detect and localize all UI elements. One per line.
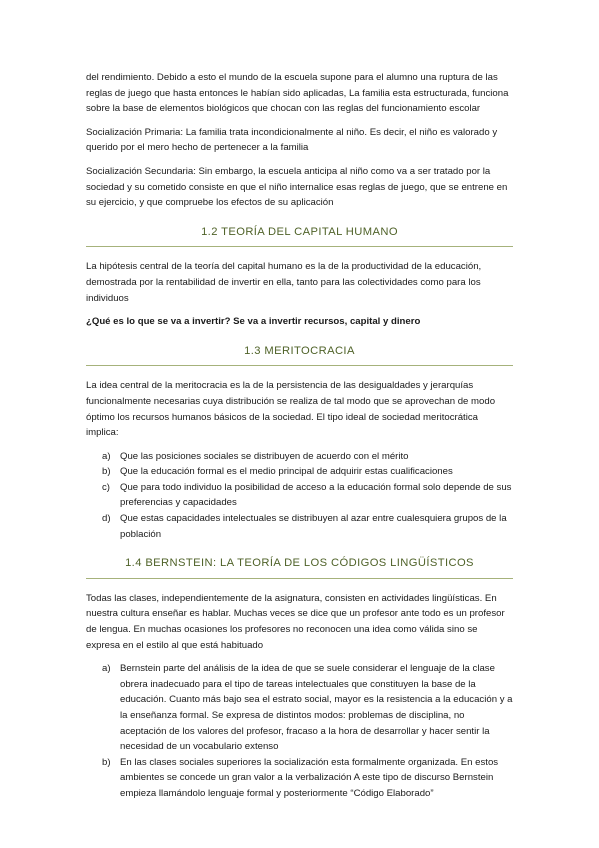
list-item bbox=[102, 480, 513, 511]
meritocracia-paragraph: La idea central de la meritocracia es la de la persistencia de las desigualdades y jerarquías funcionalmente necesarias cuya distribución se realiza de tal modo que se aprovechan de modo óptimo los recursos humanos básicos de la sociedad. El tipo ideal de sociedad meritocrática implica: bbox=[86, 380, 496, 439]
list-marker: b) bbox=[102, 466, 111, 478]
intro-paragraph: del rendimiento. Debido a esto el mundo de la escuela supone para el alumno una ruptura de las reglas de juego que hasta entonces le habían sido aplicadas, La familia esta estructurada, funciona sobre la base de elementos biológicos que chocan con las reglas del funcionamiento escolar bbox=[86, 72, 509, 115]
section-heading-capital-humano: 1.2 TEORÍA DEL CAPITAL HUMANO bbox=[86, 225, 513, 248]
list-item bbox=[102, 464, 513, 480]
section-heading-bernstein: 1.4 BERNSTEIN: LA TEORÍA DE LOS CÓDIGOS LINGÜÍSTICOS bbox=[86, 556, 513, 579]
list-item-text: Bernstein parte del análisis de la idea de que se suele considerar el lenguaje de la clase obrera inadecuado para el tipo de tareas intelectuales que constituyen la base de la educación. Cuanto más bajo sea el estrato social, mayor es la resistencia a la educación y a la enseñanza formal. Se expresa de distintos modos: problemas de disciplina, no aceptación de los valores del profesor, fracaso a la hora de desarrollar y hacer sentir la necesidad de un vocabulario extenso bbox=[120, 663, 513, 753]
list-item bbox=[102, 449, 513, 465]
list-item bbox=[102, 755, 513, 802]
list-item-text: En las clases sociales superiores la socialización esta formalmente organizada. En estos ambientes se concede un gran valor a la verbalización A este tipo de discurso Bernstein empieza llamándolo lenguaje formal y posteriormente “Código Elaborado” bbox=[120, 756, 499, 799]
list-item-text: Que las posiciones sociales se distribuyen de acuerdo con el mérito bbox=[120, 450, 409, 462]
section-heading-meritocracia: 1.3 MERITOCRACIA bbox=[86, 344, 513, 367]
primary-socialization-paragraph: Socialización Primaria: La familia trata incondicionalmente al niño. Es decir, el niño es valorado y querido por el mero hecho de pertenecer a la familia bbox=[86, 126, 498, 154]
bernstein-list bbox=[86, 661, 513, 801]
secondary-socialization-paragraph: Socialización Secundaria: Sin embargo, la escuela anticipa al niño como va a ser tratado por la sociedad y su cometido consiste en que el niño internalice esas reglas de juego, que se entrene en su ejercicio, y que compruebe los efectos de su aplicación bbox=[86, 165, 508, 209]
list-marker: c) bbox=[102, 481, 110, 493]
list-item bbox=[102, 511, 513, 542]
meritocracia-list bbox=[86, 449, 513, 543]
list-item bbox=[102, 661, 513, 755]
list-item-text: Que estas capacidades intelectuales se distribuyen al azar entre cualesquiera grupos de la población bbox=[120, 513, 507, 540]
list-marker: a) bbox=[102, 663, 111, 675]
capital-humano-question: ¿Qué es lo que se va a invertir? Se va a invertir recursos, capital y dinero bbox=[86, 316, 421, 328]
bernstein-paragraph: Todas las clases, independientemente de la asignatura, consisten en actividades lingüísticas. En nuestra cultura enseñar es hablar. Muchas veces se dice que un profesor ante todo es un profesor de lengua. En muchas ocasiones los profesores no reconocen una idea como válida sino se expresa en el estilo al que está habituado bbox=[86, 592, 505, 651]
list-marker: b) bbox=[102, 756, 111, 768]
list-item-text: Que para todo individuo la posibilidad de acceso a la educación formal solo depende de sus preferencias y capacidades bbox=[120, 481, 512, 509]
list-marker: a) bbox=[102, 450, 111, 462]
capital-humano-paragraph: La hipótesis central de la teoría del capital humano es la de la productividad de la educación, demostrada por la rentabilidad de invertir en ella, tanto para las colectividades como para los individuos bbox=[86, 261, 482, 304]
list-marker: d) bbox=[102, 513, 111, 525]
list-item-text: Que la educación formal es el medio principal de adquirir estas cualificaciones bbox=[120, 466, 453, 478]
